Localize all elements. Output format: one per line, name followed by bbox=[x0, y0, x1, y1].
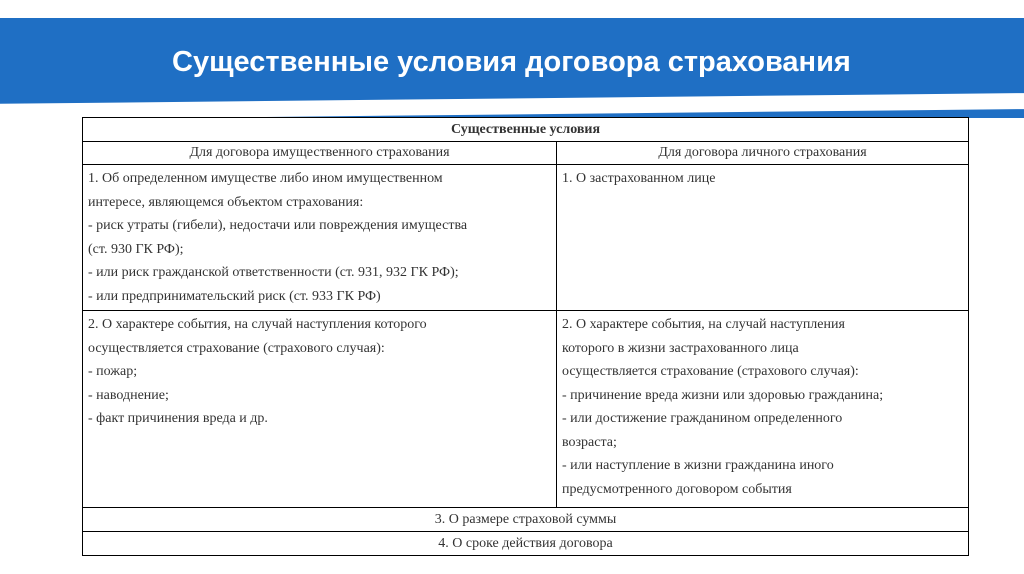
table-row bbox=[83, 165, 969, 311]
text-line: осуществляется страхование (страхового случая): bbox=[562, 364, 859, 379]
text-line: предусмотренного договором события bbox=[562, 481, 792, 497]
text-line: 1. Об определенном имуществе либо ином имущественном bbox=[88, 171, 443, 186]
text-line: (ст. 930 ГК РФ); bbox=[88, 241, 184, 257]
personal-condition-1 bbox=[557, 165, 969, 311]
property-condition-1 bbox=[83, 165, 557, 311]
table-header-row bbox=[83, 118, 969, 142]
text-line: - риск утраты (гибели), недостачи или повреждения имущества bbox=[88, 218, 468, 233]
table-row bbox=[83, 508, 969, 532]
personal-condition-2 bbox=[557, 311, 969, 508]
text-line: - факт причинения вреда и др. bbox=[88, 411, 268, 426]
text-line: - наводнение; bbox=[88, 387, 169, 403]
text-line: - причинение вреда жизни или здоровью гражданина; bbox=[562, 387, 884, 403]
column-header-property: Для договора имущественного страхования bbox=[83, 142, 557, 165]
text-line: - или риск гражданской ответственности (ст. 931, 932 ГК РФ); bbox=[88, 265, 459, 280]
text-line: - пожар; bbox=[88, 364, 138, 379]
text-line: интересе, являющемся объектом страхования: bbox=[88, 194, 364, 210]
table-row bbox=[83, 532, 969, 556]
text-line: осуществляется страхование (страхового случая): bbox=[88, 340, 385, 356]
column-header-personal: Для договора личного страхования bbox=[557, 142, 969, 165]
text-line: - или предпринимательский риск (ст. 933 ГК РФ) bbox=[88, 288, 381, 304]
text-line: 2. О характере события, на случай наступления которого bbox=[88, 317, 427, 332]
conditions-table bbox=[82, 117, 969, 556]
condition-contract-term: 4. О сроке действия договора bbox=[83, 532, 969, 556]
text-line: - или достижение гражданином определенного bbox=[562, 411, 843, 426]
property-condition-2 bbox=[83, 311, 557, 508]
text-line: которого в жизни застрахованного лица bbox=[562, 340, 799, 356]
text-line: 2. О характере события, на случай наступления bbox=[562, 317, 845, 332]
text-line: - или наступление в жизни гражданина иного bbox=[562, 458, 834, 473]
table-row bbox=[83, 311, 969, 508]
text-line: возраста; bbox=[562, 434, 617, 450]
column-headers-row bbox=[83, 142, 969, 165]
page-title: Существенные условия договора страхования bbox=[172, 46, 851, 78]
condition-sum-insured: 3. О размере страховой суммы bbox=[83, 508, 969, 532]
table-header: Существенные условия bbox=[83, 118, 969, 142]
text-line: 1. О застрахованном лице bbox=[562, 171, 716, 186]
